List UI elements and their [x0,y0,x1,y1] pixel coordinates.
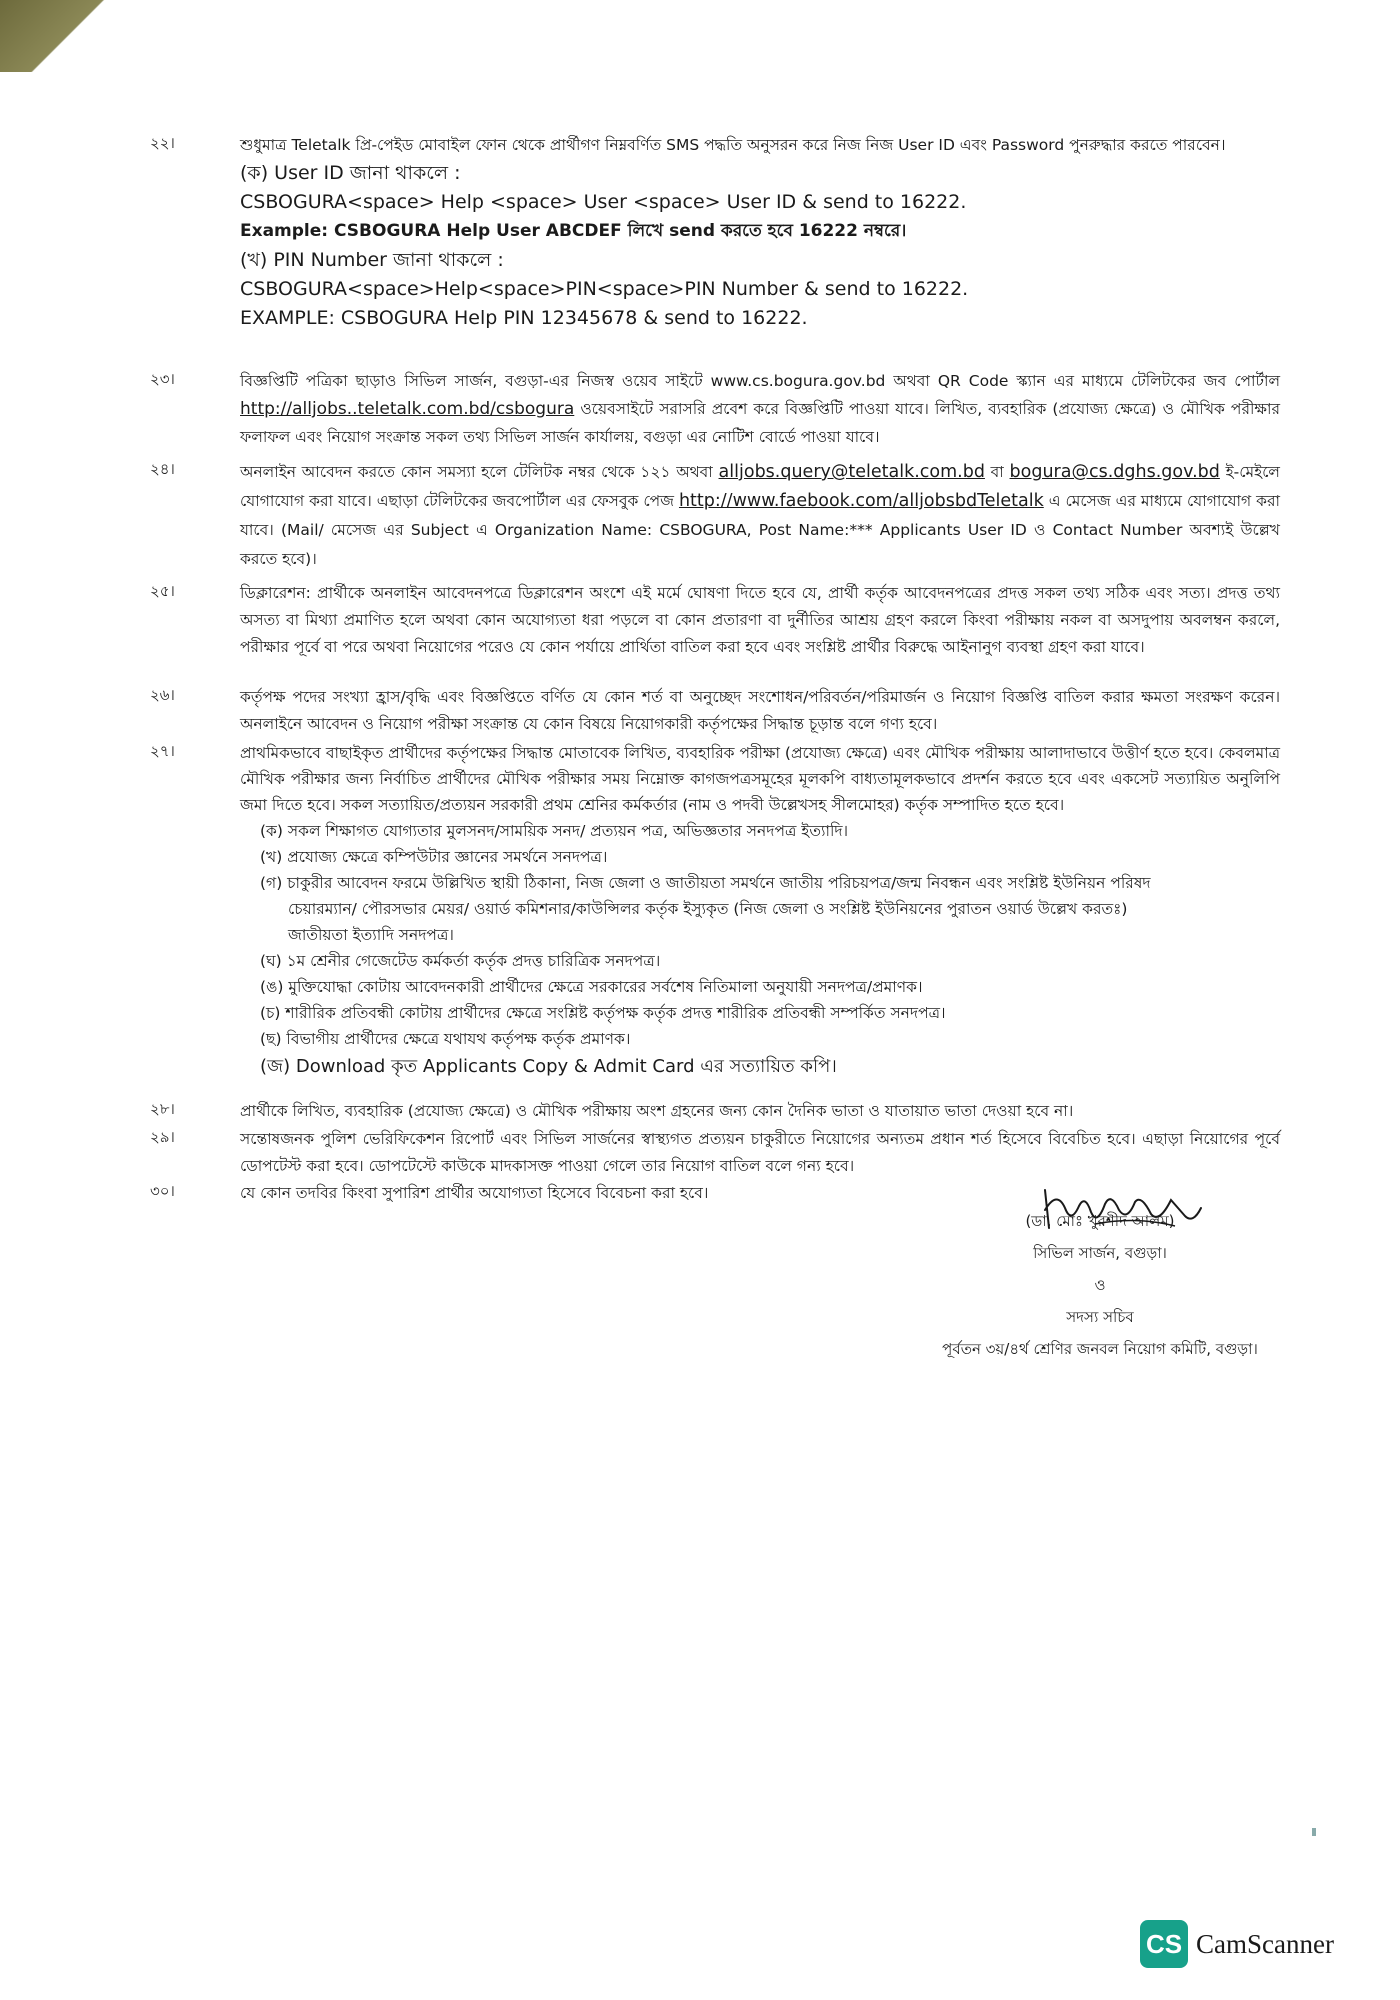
signatory-title: সিভিল সার্জন, বগুড়া। [1033,1244,1167,1262]
clause-body: যে কোন তদবির কিংবা সুপারিশ প্রার্থীর অযোগ্যতা হিসেবে বিবেচনা করা হবে। [240,1184,709,1202]
clause-number: ২৪। [150,460,175,478]
clause-text [240,458,1280,574]
clause-text-b: ওয়েবসাইটে সরাসরি প্রবেশ করে বিজ্ঞপ্তিটি পাওয়া যাবে। লিখিত, ব্যবহারিক (প্রযোজ্য ক্ষেত্রে) ও মৌখিক পরীক্ষার ফলাফল এবং নিয়োগ সংক্রান্ত সকল তথ্য সিভিল সার্জন কার্যালয়, বগুড়া এর নোটিশ বোর্ডে পাওয়া যাবে। [240,400,1280,446]
clause-text [240,1098,1280,1125]
clause-text [240,684,1280,738]
clause-number: ৩০। [150,1182,175,1200]
clause-text-a: অনলাইন আবেদন করতে কোন সমস্যা হলে টেলিটক নম্বর থেকে ১২১ অথবা [240,463,713,481]
query-email-link[interactable]: alljobs.query@teletalk.com.bd [718,462,985,482]
sub-heading-pin: (খ) PIN Number জানা থাকলে : [240,249,504,271]
sub-heading-userid: (ক) User ID জানা থাকলে : [240,162,461,184]
document-list-item: (ঘ) ১ম শ্রেনীর গেজেটেড কর্মকর্তা কর্তৃক প্রদত্ত চারিত্রিক সনদপত্র। [260,952,661,970]
camscanner-label: CamScanner [1196,1928,1334,1959]
document-list-item: (চ) শারীরিক প্রতিবন্ধী কোটায় প্রার্থীদের ক্ষেত্রে সংশ্লিষ্ট কর্তৃপক্ষ কর্তৃক প্রদত্ত শারীরিক প্রতিবন্ধী সম্পর্কিত সনদপত্র। [260,1004,946,1022]
sms-example-userid: Example: CSBOGURA Help User ABCDEF লিখে send করতে হবে 16222 নম্বরে। [240,221,907,241]
clause-number: ২৯। [150,1128,175,1146]
clause-text [240,580,1280,661]
clause-number: ২৫। [150,582,175,600]
sms-format-userid: CSBOGURA<space> Help <space> User <space> User ID & send to 16222. [240,191,967,213]
clause-text-d: এ মেসেজ এর মাধ্যমে যোগাযোগ করা যাবে। (Mail/ মেসেজ এর Subject এ Organization Name: CSBOGURA, Post Name:*** Applicants User ID ও Contact Number অবশ্যই উল্লেখ করতে হবে)। [240,492,1280,568]
camscanner-logo-icon: CS [1140,1920,1188,1968]
clause-number: ২৩। [150,370,175,388]
document-list-item-cont: চেয়ারম্যান/ পৌরসভার মেয়র/ ওয়ার্ড কমিশনার/কাউন্সিলর কর্তৃক ইস্যুকৃত (নিজ জেলা ও সংশ্লিষ্ট ইউনিয়নের পুরাতন ওয়ার্ড উল্লেখ করতঃ) [288,900,1128,918]
document-list-item: (খ) প্রযোজ্য ক্ষেত্রে কম্পিউটার জ্ঞানের সমর্থনে সনদপত্র। [260,848,608,866]
document-list-item: (ক) সকল শিক্ষাগত যোগ্যতার মুলসনদ/সাময়িক সনদ/ প্রত্যয়ন পত্র, অভিজ্ঞতার সনদপত্র ইত্যাদি। [260,822,849,840]
sms-example-pin: EXAMPLE: CSBOGURA Help PIN 12345678 & send to 16222. [240,307,808,329]
teletalk-job-portal-link[interactable]: http://alljobs..teletalk.com.bd/csbogura [240,399,575,419]
clause-number: ২৬। [150,686,175,704]
clause-text-c: ই-মেইলে যোগাযোগ করা যাবে। এছাড়া টেলিটকের জবপোর্টাল এর ফেসবুক পেজ [240,463,1280,510]
clause-text-a: বিজ্ঞপ্তিটি পত্রিকা ছাড়াও সিভিল সার্জন, বগুড়া-এর নিজস্ব ওয়েব সাইটে www.cs.bogura.gov.bd অথবা QR Code স্ক্যান এর মাধ্যমে টেলিটকের জব পোর্টাল [240,372,1280,390]
clause-number: ২৭। [150,742,175,760]
clause-text [240,368,1280,451]
clause-text [240,1126,1280,1180]
sms-format-pin: CSBOGURA<space>Help<space>PIN<space>PIN Number & send to 16222. [240,278,969,300]
signatory-committee: পূর্বতন ৩য়/৪র্থ শ্রেণির জনবল নিয়োগ কমিটি, বগুড়া। [942,1340,1258,1358]
signatory-conjunction: ও [1094,1276,1106,1294]
clause-text-b: বা [990,463,1004,481]
document-list-item: (ছ) বিভাগীয় প্রার্থীদের ক্ষেত্রে যথাযথ কর্তৃপক্ষ কর্তৃক প্রমাণক। [260,1030,631,1048]
document-list-item-cont: জাতীয়তা ইত্যাদি সনদপত্র। [288,926,454,944]
signatory-name: (ডা. মোঃ খুরশীদ আলম) [1025,1212,1175,1230]
clause-number: ২৮। [150,1100,175,1118]
clause-text [240,740,1280,1081]
clause-body: প্রাথমিকভাবে বাছাইকৃত প্রার্থীদের কর্তৃপক্ষের সিদ্ধান্ত মোতাবেক লিখিত, ব্যবহারিক পরীক্ষা (প্রযোজ্য ক্ষেত্রে) এবং মৌখিক পরীক্ষায় আলাদাভাবে উত্তীর্ণ হতে হবে। কেবলমাত্র মৌখিক পরীক্ষার জন্য নির্বাচিত প্রার্থীদের মৌখিক পরীক্ষার সময় নিম্নোক্ত কাগজপত্রসমূহের মূলকপি বাধ্যতামূলকভাবে প্রদর্শন করতে হবে এবং একসেট সত্যায়িত অনুলিপি জমা দিতে হবে। সকল সত্যায়িত/প্রত্যয়ন সরকারী প্রথম শ্রেনির কর্মকর্তার (নাম ও পদবী উল্লেখসহ সীলমোহর) কর্তৃক সম্পাদিত হতে হবে। [240,744,1280,814]
clause-intro: শুধুমাত্র Teletalk প্রি-পেইড মোবাইল ফোন থেকে প্রার্থীগণ নিম্নবর্ণিত SMS পদ্ধতি অনুসরন করে নিজ নিজ User ID এবং Password পুনরুদ্ধার করতে পারবেন। [240,136,1226,154]
facebook-page-link[interactable]: http://www.faebook.com/alljobsbdTeletalk [678,491,1044,511]
clause-body: ডিক্লারেশন: প্রার্থীকে অনলাইন আবেদনপত্রে ডিক্লারেশন অংশে এই মর্মে ঘোষণা দিতে হবে যে, প্রার্থী কর্তৃক আবেদনপত্রের প্রদত্ত সকল তথ্য সঠিক এবং সত্য। প্রদত্ত তথ্য অসত্য বা মিথ্যা প্রমাণিত হলে অথবা কোন অযোগ্যতা ধরা পড়লে বা কোন প্রতারণা বা দুর্নীতির আশ্রয় গ্রহণ করলে কিংবা পরীক্ষায় নকল বা অসদুপায় অবলম্বন করলে, পরীক্ষার পূর্বে বা পরে অথবা নিয়োগের পরেও যে কোন পর্যায়ে প্রার্থিতা বাতিল করা হবে এবং সংশ্লিষ্ট প্রার্থীর বিরুদ্ধে আইনানুগ ব্যবস্থা গ্রহণ করা যাবে। [240,584,1280,656]
document-list-item: (ঙ) মুক্তিযোদ্ধা কোটায় আবেদনকারী প্রার্থীদের ক্ষেত্রে সরকারের সর্বশেষ নিতিমালা অনুযায়ী সনদপত্র/প্রমাণক। [260,978,923,996]
document-list-item: (জ) Download কৃত Applicants Copy & Admit Card এর সত্যায়িত কপি। [260,1056,837,1077]
clause-body: সন্তোষজনক পুলিশ ভেরিফিকেশন রিপোর্ট এবং সিভিল সার্জনের স্বাস্থ্যগত প্রত্যয়ন চাকুরীতে নিয়োগের অন্যতম প্রধান শর্ত হিসেবে বিবেচিত হবে। এছাড়া নিয়োগের পূর্বে ডোপটেস্ট করা হবে। ডোপটেস্টে কাউকে মাদকাসক্ত পাওয়া গেলে তার নিয়োগ বাতিল বলে গন্য হবে। [240,1130,1280,1175]
scan-speck [1312,1828,1316,1836]
clause-body: প্রার্থীকে লিখিত, ব্যবহারিক (প্রযোজ্য ক্ষেত্রে) ও মৌখিক পরীক্ষায় অংশ গ্রহনের জন্য কোন দৈনিক ভাতা ও যাতায়াত ভাতা দেওয়া হবে না। [240,1102,1074,1120]
document-list-item: (গ) চাকুরীর আবেদন ফরমে উল্লিখিত স্থায়ী ঠিকানা, নিজ জেলা ও জাতীয়তা সমর্থনে জাতীয় পরিচয়পত্র/জন্ম নিবন্ধন এবং সংশ্লিষ্ট ইউনিয়ন পরিষদ [260,874,1151,892]
signature-block [880,1205,1320,1365]
camscanner-watermark [1140,1920,1334,1968]
clause-text [240,132,1280,333]
bogura-email-link[interactable]: bogura@cs.dghs.gov.bd [1009,462,1220,482]
clause-body: কর্তৃপক্ষ পদের সংখ্যা হ্রাস/বৃদ্ধি এবং বিজ্ঞপ্তিতে বর্ণিত যে কোন শর্ত বা অনুচ্ছেদ সংশোধন/পরিবর্তন/পরিমার্জন ও নিয়োগ বিজ্ঞপ্তি বাতিল করার ক্ষমতা সংরক্ষণ করেন। অনলাইনে আবেদন ও নিয়োগ পরীক্ষা সংক্রান্ত যে কোন বিষয়ে নিয়োগকারী কর্তৃপক্ষের সিদ্ধান্ত চূড়ান্ত বলে গণ্য হবে। [240,688,1280,733]
clause-number: ২২। [150,134,175,152]
signatory-role: সদস্য সচিব [1066,1308,1134,1326]
